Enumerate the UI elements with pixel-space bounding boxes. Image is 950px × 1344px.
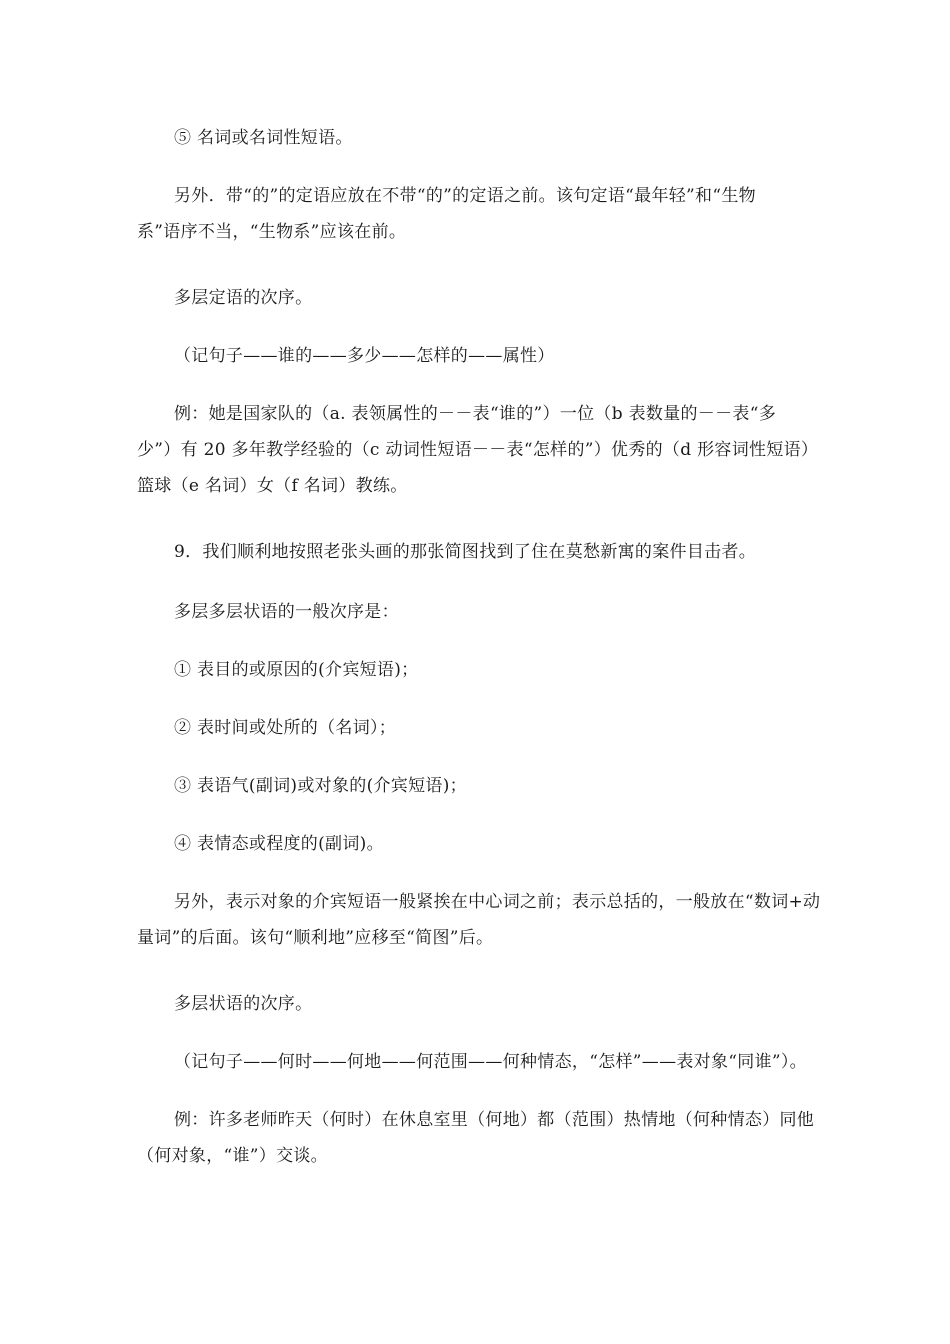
list-item-3: [137, 768, 817, 804]
paragraph-adverbial-order-heading: [137, 986, 817, 1022]
text-line: 多层多层状语的一般次序是：: [174, 602, 399, 622]
list-item-4: [137, 826, 817, 862]
paragraph-attribute-order-heading: [137, 280, 817, 316]
text-line: 例：她是国家队的（a. 表领属性的－－表“谁的”）一位（b 表数量的－－表“多: [174, 404, 776, 424]
text-line: 另外．带“的”的定语应放在不带“的”的定语之前。该句定语“最年轻”和“生物: [174, 186, 756, 206]
paragraph-adverbial-mnemonic: [137, 1044, 817, 1080]
paragraph-attribute-example: [137, 396, 817, 504]
text-line: 少”）有 20 多年教学经验的（c 动词性短语－－表“怎样的”）优秀的（d 形容词性短语）: [137, 440, 819, 460]
list-item-2: [137, 710, 817, 746]
paragraph-attribute-mnemonic: [137, 338, 817, 374]
text-line: （何对象，“谁”）交谈。: [137, 1146, 328, 1166]
list-item-1: [137, 652, 817, 688]
text-line: 篮球（e 名词）女（f 名词）教练。: [137, 476, 408, 496]
text-line: ① 表目的或原因的(介宾短语)；: [174, 660, 419, 680]
paragraph-noun-phrase-item: [137, 120, 817, 156]
text-line: （记句子——谁的——多少——怎样的——属性）: [174, 346, 555, 366]
paragraph-question-9: [137, 534, 817, 570]
text-line: ② 表时间或处所的（名词）；: [174, 718, 397, 738]
text-line: ⑤ 名词或名词性短语。: [174, 128, 353, 148]
text-line: 例：许多老师昨天（何时）在休息室里（何地）都（范围）热情地（何种情态）同他: [174, 1110, 815, 1130]
text-line: 9．我们顺利地按照老张头画的那张简图找到了住在莫愁新寓的案件目击者。: [174, 542, 757, 562]
paragraph-attribute-note: [137, 178, 817, 250]
text-line: 多层状语的次序。: [174, 994, 313, 1014]
paragraph-adverbial-heading: [137, 594, 817, 630]
text-line: ③ 表语气(副词)或对象的(介宾短语)；: [174, 776, 467, 796]
text-line: 量词”的后面。该句“顺利地”应移至“简图”后。: [137, 928, 494, 948]
text-line: （记句子——何时——何地——何范围——何种情态，“怎样”——表对象“同谁”）。: [174, 1052, 807, 1072]
text-line: 多层定语的次序。: [174, 288, 313, 308]
text-line: ④ 表情态或程度的(副词)。: [174, 834, 384, 854]
text-line: 另外，表示对象的介宾短语一般紧挨在中心词之前；表示总括的，一般放在“数词+动: [174, 892, 821, 912]
paragraph-adverbial-example: [137, 1102, 817, 1174]
paragraph-adverbial-note: [137, 884, 821, 956]
text-line: 系”语序不当，“生物系”应该在前。: [137, 222, 407, 242]
